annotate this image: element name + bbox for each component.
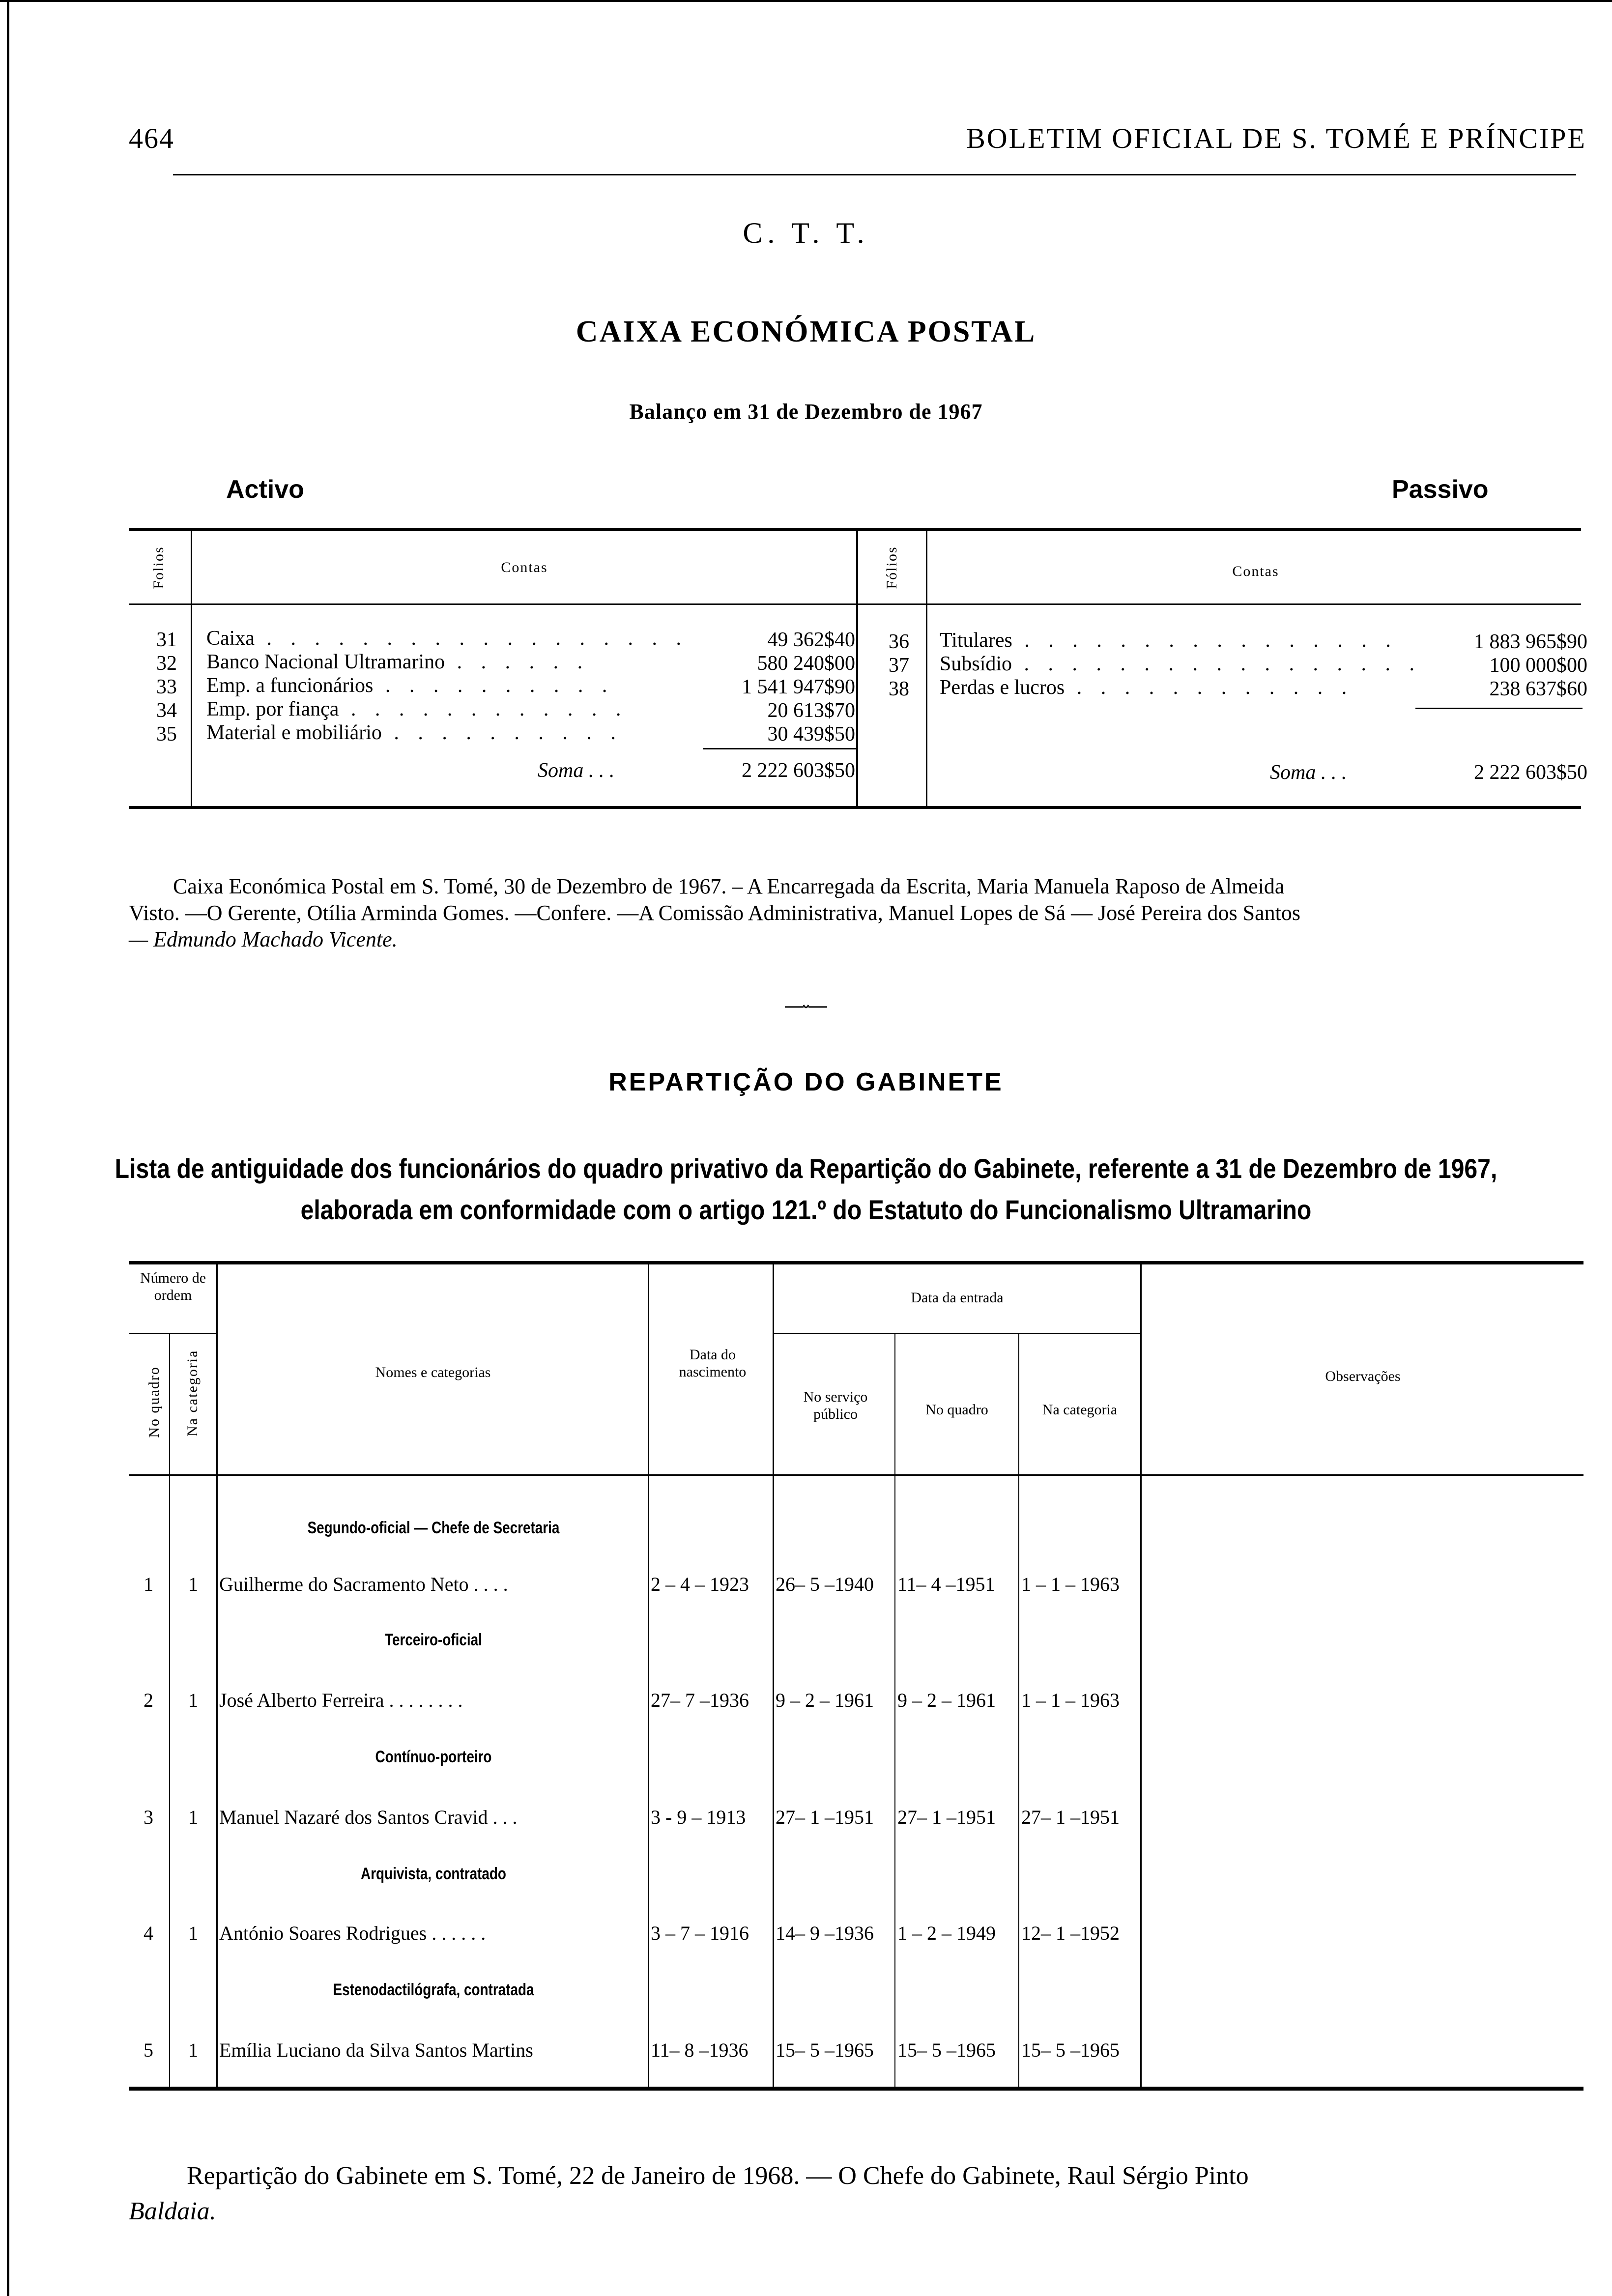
q-number: 5 [144,2039,153,2061]
passivo-amount: 100 000$00 [1489,654,1587,677]
passivo-account: Perdas e lucros . . . . . . . . . . . . [940,676,1354,699]
category-date: 15– 5 –1965 [1021,2039,1120,2061]
balance-col-line-3 [926,531,927,806]
category-date: 27– 1 –1951 [1021,1806,1120,1828]
ctt-note-line: Caixa Económica Postal em S. Tomé, 30 de Dezembro de 1967. – A Encarregada da Escrita, Maria Manuela Raposo de Almeida [173,874,1285,898]
no-quadro-header: No quadro [146,1366,162,1438]
category-date: 12– 1 –1952 [1021,1922,1120,1944]
section-ornament [0,998,1612,1016]
na-categoria-header: Na categoria [184,1349,201,1436]
activo-label: Activo [226,475,304,504]
list-title-line2: elaborada em conformidade com o artigo 121.º do Estatuto do Funcionalismo Ultramarino [300,1194,1312,1225]
category-heading: Contínuo-porteiro [375,1748,492,1766]
c-number: 1 [188,1689,198,1711]
activo-sum-rule [703,748,856,749]
activo-account: Emp. a funcionários . . . . . . . . . . [206,674,614,697]
q-number: 3 [144,1806,153,1828]
passivo-account: Titulares . . . . . . . . . . . . . . . . [940,629,1398,652]
service-date: 26– 5 –1940 [776,1573,874,1595]
quadro-date: 1 – 2 – 1949 [897,1922,996,1944]
activo-soma-label: Soma . . . [538,759,615,782]
page-number: 464 [129,122,174,154]
activo-account: Material e mobiliário . . . . . . . . . . [206,721,623,744]
passivo-folio: 37 [889,654,909,677]
passivo-account: Subsídio . . . . . . . . . . . . . . . . . [940,653,1422,675]
balance-bottom-rule [129,806,1581,809]
employee-name: António Soares Rodrigues . . . . . . [219,1922,486,1944]
employee-name: Emília Luciano da Silva Santos Martins [219,2039,533,2061]
quadro-date: 11– 4 –1951 [897,1573,995,1595]
passivo-sum-rule [1415,708,1583,709]
balance-date-line: Balanço em 31 de Dezembro de 1967 [629,400,983,424]
running-head: BOLETIM OFICIAL DE S. TOMÉ E PRÍNCIPE [966,122,1586,154]
footer-line: Repartição do Gabinete em S. Tomé, 22 de Janeiro de 1968. — O Chefe do Gabinete, Raul Sérgio Pinto [187,2162,1249,2190]
nomes-header: Nomes e categorias [375,1364,491,1380]
balance-top-rule [129,528,1581,531]
c-number: 1 [188,1573,198,1595]
ctt-note-line: Visto. —O Gerente, Otília Arminda Gomes. —Confere. —A Comissão Administrativa, Manuel Lopes de Sá — José Pereira dos Santos [129,901,1301,925]
entrada-sub-rule [774,1333,1141,1334]
activo-folio: 31 [156,629,177,651]
passivo-folio: 38 [889,678,909,700]
activo-amount: 30 439$50 [767,723,855,746]
entrada-header: Data da entrada [911,1290,1004,1306]
balance-header-rule [129,603,1581,605]
numero-sub-rule [129,1333,217,1334]
activo-account: Emp. por fiança . . . . . . . . . . . . [206,698,628,720]
activo-soma-amount: 2 222 603$50 [742,759,855,782]
col-line [1018,1333,1019,2087]
col-line [648,1264,649,2087]
quadro-date: 9 – 2 – 1961 [897,1689,996,1711]
passivo-folio: 36 [889,631,909,653]
category-heading: Segundo-oficial — Chefe de Secretaria [307,1519,560,1537]
balance-col-line-1 [191,531,192,806]
category-heading: Terceiro-oficial [385,1631,482,1649]
category-date: 1 – 1 – 1963 [1021,1689,1120,1711]
caixa-title: CAIXA ECONÓMICA POSTAL [576,315,1036,348]
activo-account: Caixa . . . . . . . . . . . . . . . . . . [206,627,688,650]
col-line [773,1264,774,2087]
contas-header-right: Contas [1232,563,1279,579]
service-date: 9 – 2 – 1961 [776,1689,874,1711]
birth-date: 3 - 9 – 1913 [651,1806,746,1828]
list-title-line1: Lista de antiguidade dos funcionários do quadro privativo da Repartição do Gabinete, referente a 31 de Dezembro de 1967, [115,1153,1497,1184]
activo-account: Banco Nacional Ultramarino . . . . . . [206,651,590,673]
employee-name: Guilherme do Sacramento Neto . . . . [219,1573,508,1595]
reparticao-title: REPARTIÇÃO DO GABINETE [608,1068,1004,1096]
table-header-rule [129,1474,1583,1476]
birth-date: 2 – 4 – 1923 [651,1573,749,1595]
footer-line-2: Baldaia. [129,2197,216,2225]
birth-date: 27– 7 –1936 [651,1689,749,1711]
c-number: 1 [188,1806,198,1828]
table-top-rule [129,1261,1583,1264]
ctt-title: C. T. T. [743,217,869,249]
nascimento-header: Data do nascimento [679,1347,747,1380]
employee-name: José Alberto Ferreira . . . . . . . . [219,1689,463,1711]
folios-header: Folios [150,546,167,589]
c-number: 1 [188,2039,198,2061]
birth-date: 11– 8 –1936 [651,2039,748,2061]
quadro-date: 15– 5 –1965 [897,2039,996,2061]
activo-folio: 35 [156,723,177,746]
q-number: 2 [144,1689,153,1711]
col-line [1140,1264,1142,2087]
passivo-label: Passivo [1392,475,1489,504]
quadro-date: 27– 1 –1951 [897,1806,996,1828]
balance-col-line-2 [856,531,858,806]
table-bottom-rule [129,2087,1583,2091]
top-margin-line [0,0,1612,2]
header-rule [173,174,1576,175]
employee-name: Manuel Nazaré dos Santos Cravid . . . [219,1806,518,1828]
category-heading: Estenodactilógrafa, contratada [333,1980,534,1999]
activo-folio: 33 [156,676,177,698]
category-date: 1 – 1 – 1963 [1021,1573,1120,1595]
passivo-soma-amount: 2 222 603$50 [1474,761,1587,784]
quadro-header: No quadro [925,1402,988,1418]
service-date: 27– 1 –1951 [776,1806,874,1828]
categoria-header: Na categoria [1042,1402,1118,1418]
activo-amount: 1 541 947$90 [742,676,855,698]
q-number: 1 [144,1573,153,1595]
c-number: 1 [188,1922,198,1944]
q-number: 4 [144,1922,153,1944]
col-line [894,1333,895,2087]
activo-amount: 20 613$70 [767,699,855,722]
folios-header-right: Fólios [884,546,900,589]
observacoes-header: Observações [1325,1368,1401,1384]
servico-publico-header: No serviço público [803,1389,868,1422]
activo-amount: 49 362$40 [767,629,855,651]
service-date: 14– 9 –1936 [776,1922,874,1944]
category-heading: Arquivista, contratado [361,1865,506,1883]
contas-header-left: Contas [501,559,548,575]
activo-folio: 34 [156,699,177,722]
service-date: 15– 5 –1965 [776,2039,874,2061]
activo-folio: 32 [156,652,177,675]
passivo-amount: 238 637$60 [1489,678,1587,700]
birth-date: 3 – 7 – 1916 [651,1922,749,1944]
numero-header: Número de ordem [140,1270,206,1303]
list-title [113,1148,1499,1231]
activo-amount: 580 240$00 [757,652,855,675]
passivo-soma-label: Soma . . . [1270,761,1347,784]
ctt-note-line: — Edmundo Machado Vicente. [129,927,398,951]
passivo-amount: 1 883 965$90 [1474,631,1587,653]
col-line [216,1264,218,2087]
